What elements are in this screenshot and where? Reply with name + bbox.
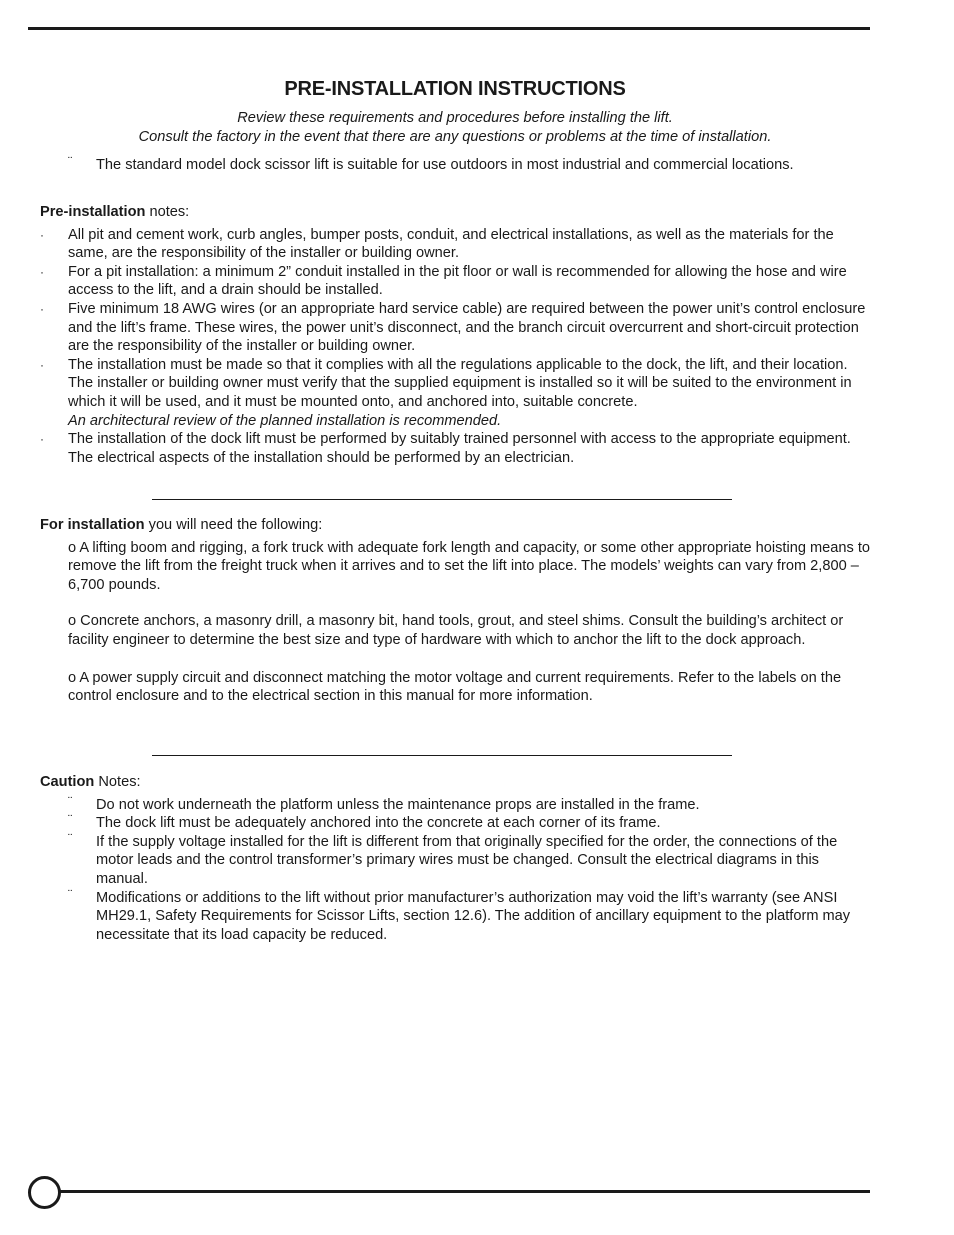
pre-installation-heading: Pre-installation notes: bbox=[40, 204, 190, 220]
bullet-mark: ¨ bbox=[68, 812, 73, 828]
pre-installation-section bbox=[40, 203, 872, 467]
caution-heading: Caution Notes: bbox=[40, 774, 141, 790]
bullet-mark: ¨ bbox=[68, 886, 73, 902]
list-item: · The installation of the dock lift must be performed by suitably trained personnel with access to the appropriate equipment. The electrical aspects of the installation should be performed by an electrician. bbox=[40, 431, 851, 466]
page-title: PRE-INSTALLATION INSTRUCTIONS bbox=[284, 78, 626, 101]
installation-heading: For installation you will need the following: bbox=[40, 517, 323, 533]
caution-list bbox=[40, 793, 872, 945]
section-separator bbox=[152, 499, 732, 500]
list-item: ¨ Do not work underneath the platform unless the maintenance props are installed in the frame. bbox=[68, 793, 700, 813]
intro-line-2: Consult the factory in the event that there are any questions or problems at the time of installation. bbox=[138, 129, 772, 145]
list-item: · The installation must be made so that it complies with all the regulations applicable to the dock, the lift, and their location. The installer or building owner must verify that the supplied equipment is installed so it will be suited to the environment in which it will be used, and it must be mounted onto, and anchored into, suitable concrete. An architectural review of the planned installation is recommended. bbox=[40, 356, 872, 430]
list-item: · For a pit installation: a minimum 2” conduit installed in the pit floor or wall is recommended for allowing the hose and wire access to the lift, and a drain should be installed. bbox=[40, 263, 847, 299]
section-separator bbox=[152, 755, 732, 756]
bullet-mark: ¨ bbox=[68, 154, 73, 169]
bullet-mark: ¨ bbox=[68, 793, 73, 809]
bullet-mark: · bbox=[40, 227, 44, 242]
list-item: · All pit and cement work, curb angles, bumper posts, conduit, and electrical installations, as well as the materials for the same, are the responsibility of the installer or building owner. bbox=[40, 226, 834, 262]
list-item: ¨ The dock lift must be adequately anchored into the concrete at each corner of its frame. bbox=[68, 812, 661, 832]
list-item: ¨ Modifications or additions to the lift without prior manufacturer’s authorization may void the lift’s warranty (see ANSI MH29.1, Safety Requirements for Scissor Lifts, section 12.6). The addition of ancillary equipment to the platform may necessitate that its load capacity be reduced. bbox=[68, 886, 851, 943]
outdoor-note: ¨ The standard model dock scissor lift is suitable for use outdoors in most industrial and commercial locations. bbox=[68, 154, 794, 173]
page-number-circle bbox=[28, 1176, 61, 1209]
installation-item-lifting: o A lifting boom and rigging, a fork truck with adequate fork length and capacity, or some other appropriate hoisting means to remove the lift from the freight truck when it arrives and to set the lift into place. The models’ weights can vary from 2,800 – 6,700 pounds. bbox=[68, 539, 871, 593]
installation-item-anchors: o Concrete anchors, a masonry drill, a masonry bit, hand tools, grout, and steel shims. Consult the building’s architect or facility engineer to determine the best size and type of hardware with which to anchor the lift to the dock approach. bbox=[68, 613, 844, 648]
outdoor-note-block bbox=[40, 156, 872, 175]
bullet-mark: · bbox=[40, 432, 44, 447]
installation-section bbox=[40, 516, 872, 706]
bullet-mark: · bbox=[40, 357, 44, 372]
caution-section bbox=[40, 773, 872, 944]
bullet-mark: ¨ bbox=[68, 830, 73, 846]
bullet-mark: · bbox=[40, 301, 44, 316]
intro-text bbox=[0, 109, 910, 147]
pre-installation-list bbox=[40, 226, 872, 468]
list-item: ¨ If the supply voltage installed for the lift is different from that originally specified for the order, the connections of the motor leads and the control transformer’s primary wires must be changed. Consult the electrical diagrams in this manual. bbox=[68, 830, 838, 887]
top-rule bbox=[28, 27, 870, 30]
intro-line-1: Review these requirements and procedures before installing the lift. bbox=[237, 110, 673, 126]
installation-item-power: o A power supply circuit and disconnect matching the motor voltage and current requirements. Refer to the labels on the control enclosure and to the electrical section in this manual for more information. bbox=[68, 669, 842, 705]
bullet-mark: · bbox=[40, 264, 44, 279]
bottom-rule bbox=[58, 1190, 870, 1193]
list-item: · Five minimum 18 AWG wires (or an appropriate hard service cable) are required between the power unit’s control enclosure and the lift’s frame. These wires, the power unit’s disconnect, and the branch circuit overcurrent and short-circuit protection are the responsibility of the installer or building owner. bbox=[40, 300, 866, 355]
architectural-review-note: An architectural review of the planned installation is recommended. bbox=[68, 412, 502, 429]
